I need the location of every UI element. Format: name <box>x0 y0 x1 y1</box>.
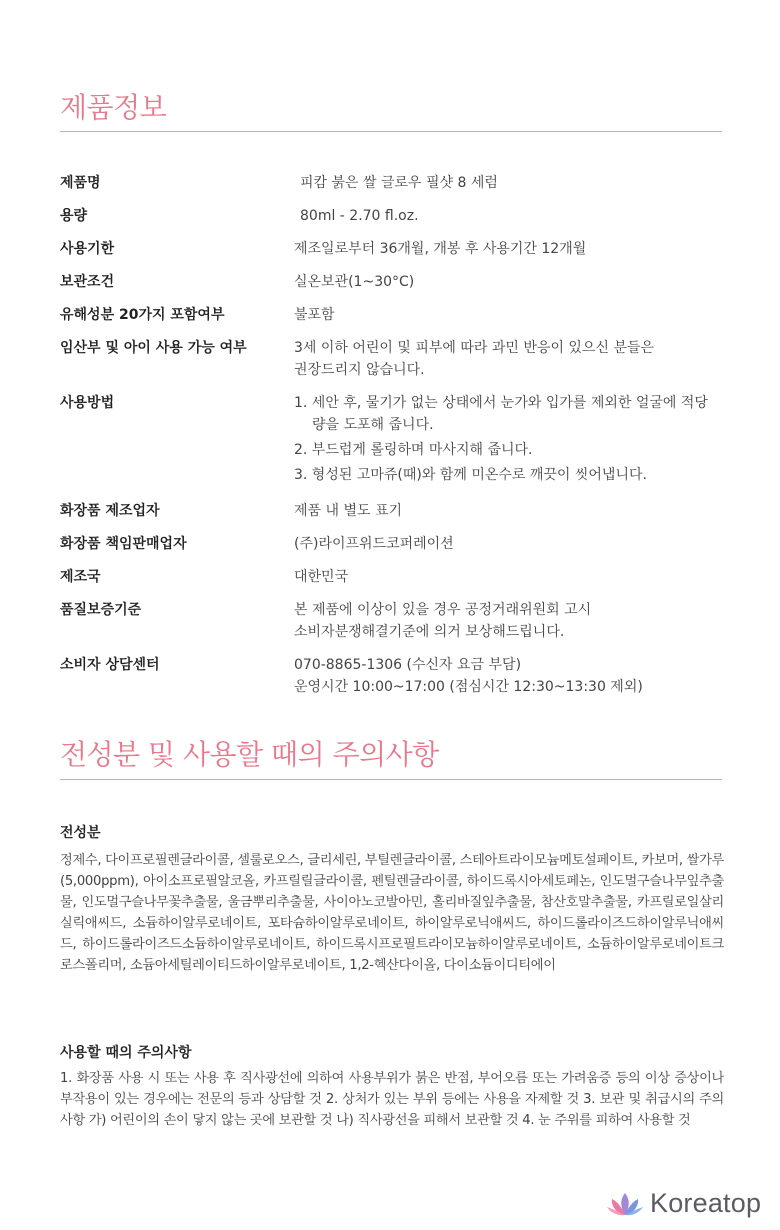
info-value <box>294 599 722 643</box>
info-label: 제조국 <box>60 569 101 585</box>
info-value: (주)라이프위드코퍼레이션 <box>294 536 454 552</box>
info-label: 화장품 제조업자 <box>60 503 160 519</box>
ingredients-heading: 전성분 <box>60 825 101 841</box>
info-row-distributor <box>60 533 722 555</box>
info-row-usage <box>60 392 722 489</box>
info-row-manufacturer <box>60 500 722 522</box>
info-value: 제품 내 별도 표기 <box>294 503 403 519</box>
info-row-expiry <box>60 238 722 260</box>
info-value: 실온보관(1~30°C) <box>294 274 415 290</box>
info-value-line: 070-8865-1306 (수신자 요금 부담) <box>294 657 522 673</box>
info-label: 소비자 상담센터 <box>60 657 160 673</box>
logo-text: Koreatop <box>650 1188 762 1218</box>
section-divider <box>60 131 722 132</box>
ingredients-section-title: 전성분 및 사용할 때의 주의사항 <box>60 738 439 771</box>
caution-heading: 사용할 때의 주의사항 <box>60 1045 192 1061</box>
info-label: 용량 <box>60 208 88 224</box>
info-value <box>294 654 722 698</box>
info-label: 품질보증기준 <box>60 602 142 618</box>
info-value-line: 3세 이하 어린이 및 피부에 따라 과민 반응이 있으신 분들은 <box>294 340 655 356</box>
info-label: 유해성분 20가지 포함여부 <box>60 307 225 323</box>
info-row-harmful-ingredients <box>60 304 722 326</box>
product-info-title: 제품정보 <box>60 91 167 124</box>
info-value: 80ml - 2.70 fl.oz. <box>300 208 419 224</box>
info-row-storage <box>60 271 722 293</box>
info-row-volume <box>60 205 722 227</box>
info-value: 피캄 붉은 쌀 글로우 필샷 8 세럼 <box>300 175 498 191</box>
usage-step: 3. 형성된 고마쥬(때)와 함께 미온수로 깨끗이 씻어냅니다. <box>294 467 647 483</box>
info-value <box>294 392 722 489</box>
koreatop-logo <box>606 1188 761 1219</box>
info-value: 불포함 <box>294 307 335 323</box>
product-info-table <box>60 172 722 698</box>
info-label: 화장품 책임판매업자 <box>60 536 187 552</box>
info-label: 보관조건 <box>60 274 115 290</box>
caution-text: 1. 화장품 사용 시 또는 사용 후 직사광선에 의하여 사용부위가 붉은 반점, 부어오름 또는 가려움증 등의 이상 증상이나 부작용이 있는 경우에는 전문의 등과 상담할 것 2. 상처가 있는 부위 등에는 사용을 자제할 것 3. 보관 및 취급시의 주의사항 가) 어린이의 손이 닿지 않는 곳에 보관할 것 나) 직사광선을 피해서 보관할 것 4. 눈 주위를 피하여 사용할 것 <box>60 1071 724 1128</box>
info-value: 제조일로부터 36개월, 개봉 후 사용기간 12개월 <box>294 241 587 257</box>
info-value: 대한민국 <box>294 569 349 585</box>
info-value-line: 소비자분쟁해결기준에 의거 보상해드립니다. <box>294 624 565 640</box>
info-value <box>294 337 722 381</box>
info-row-quality-guarantee <box>60 599 722 643</box>
usage-steps-list <box>294 392 722 486</box>
info-label: 사용방법 <box>60 395 115 411</box>
info-value-line: 본 제품에 이상이 있을 경우 공정거래위원회 고시 <box>294 602 592 618</box>
lotus-icon <box>606 1189 644 1219</box>
info-row-customer-center <box>60 654 722 698</box>
info-row-product-name <box>60 172 722 194</box>
info-row-country <box>60 566 722 588</box>
info-label: 제품명 <box>60 175 101 191</box>
usage-step: 1. 세안 후, 물기가 없는 상태에서 눈가와 입가를 제외한 얼굴에 적당량을 도포해 줍니다. <box>294 395 708 433</box>
info-label: 임산부 및 아이 사용 가능 여부 <box>60 340 247 356</box>
info-value-line: 권장드리지 않습니다. <box>294 362 425 378</box>
ingredients-text: 정제수, 다이프로필렌글라이콜, 셀룰로오스, 글리세린, 부틸렌글라이콜, 스테아트라이모늄메토설페이트, 카보머, 쌀가루(5,000ppm), 아이소프로필알코올, 카프릴릴글라이콜, 펜틸렌글라이콜, 하이드록시아세토페논, 인도멀구슬나무잎추출물, 인도멀구슬나무꽃추출물, 울금뿌리추출물, 사이아노코발아민, 홀리바질잎추출물, 참산호말추출물, 카프릴로일살리실릭애씨드, 소듐하이알루로네이트, 포타슘하이알루로네이트, 하이알루로닉애씨드, 하이드롤라이즈드하이알루닉애씨드, 하이드롤라이즈드소듐하이알루로네이트, 하이드록시프로필트라이모늄하이알루로네이트, 소듐하이알루로네이트크로스폴리머, 소듐아세틸레이티드하이알루로네이트, 1,2-헥산다이올, 다이소듐이디티에이 <box>60 853 725 973</box>
info-value-line: 운영시간 10:00~17:00 (점심시간 12:30~13:30 제외) <box>294 679 643 695</box>
usage-step: 2. 부드럽게 롤링하며 마사지해 줍니다. <box>294 442 533 458</box>
info-label: 사용기한 <box>60 241 115 257</box>
section-divider <box>60 779 722 780</box>
info-row-pregnancy-children <box>60 337 722 381</box>
